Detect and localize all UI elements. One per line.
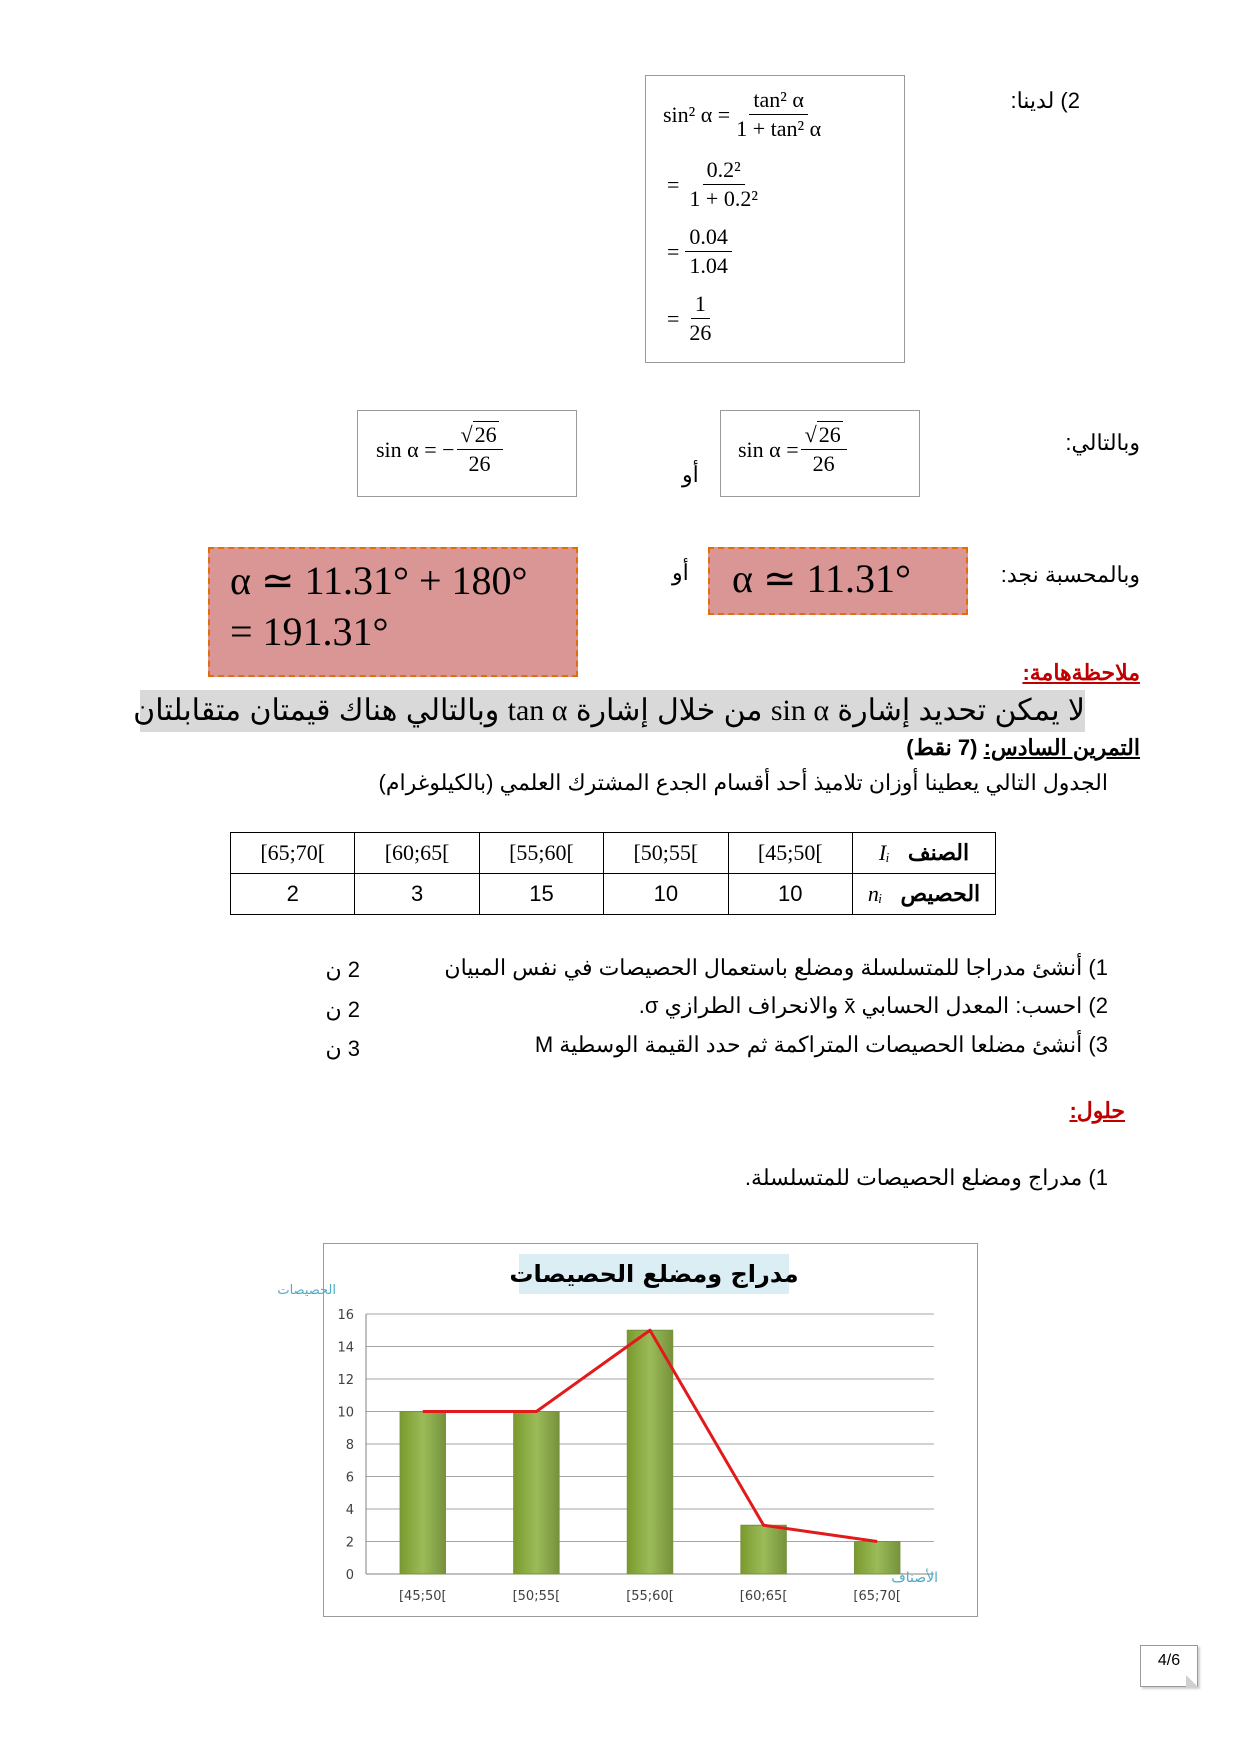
frac-num: 0.04 <box>685 225 732 252</box>
alpha-result-box <box>708 547 968 615</box>
question-3 <box>480 1032 1108 1058</box>
question-text: أنشئ مدراجا للمتسلسلة ومضلع باستعمال الحصيصات في نفس المبيان <box>444 955 1083 980</box>
table-row-classes <box>231 833 996 874</box>
frac-den: 26 <box>689 320 712 346</box>
frac-den: 26 <box>468 451 491 477</box>
solutions-title: حلول: <box>1069 1098 1125 1123</box>
note-sin: sin α <box>770 694 830 727</box>
frac-den: 1 + 0.2² <box>689 186 758 212</box>
histogram-bar <box>400 1412 445 1575</box>
row-header-symbol: nᵢ <box>867 881 883 906</box>
y-tick-label: 4 <box>345 1503 354 1518</box>
derivation-row-4 <box>663 292 717 345</box>
y-tick-label: 14 <box>337 1340 354 1356</box>
note-text <box>133 690 1085 732</box>
question-2-points: 2 ن <box>325 997 360 1022</box>
histogram-bar <box>627 1330 672 1574</box>
frac-den: 1 + tan² α <box>736 116 822 142</box>
question-number: 1) <box>1088 955 1108 980</box>
derivation-row-3 <box>663 225 734 278</box>
equals: = <box>667 305 680 331</box>
table-cell: 3 <box>355 874 479 915</box>
frac-den: 1.04 <box>689 253 728 279</box>
sin-lhs: sin α = − <box>376 436 455 462</box>
frac-den: 26 <box>812 451 835 477</box>
table-cell: 15 <box>479 874 603 915</box>
y-axis-label: الحصيصات <box>277 1283 336 1298</box>
y-tick-label: 0 <box>345 1568 354 1583</box>
alpha-alt-box <box>208 547 578 677</box>
frequency-table <box>230 832 996 915</box>
histogram-bar <box>514 1412 559 1575</box>
row-header-label: الحصيص <box>900 881 981 906</box>
y-tick-label: 12 <box>337 1373 354 1388</box>
y-tick-label: 10 <box>337 1405 354 1421</box>
note-title: ملاحظةهامة: <box>1022 660 1140 685</box>
table-cell: 10 <box>728 874 852 915</box>
table-cell: [65;70[ <box>231 833 355 874</box>
solution-item-1 <box>600 1165 1108 1191</box>
question-text: احسب: المعدل الحسابي x̄ والانحراف الطرازي σ. <box>638 993 1083 1018</box>
row-header-label: الصنف <box>907 840 970 865</box>
equals: = <box>667 238 680 264</box>
y-tick-label: 16 <box>337 1308 354 1323</box>
y-tick-label: 6 <box>345 1470 354 1486</box>
or-word-2: أو <box>672 560 689 585</box>
question-2 <box>520 993 1108 1019</box>
sin-lhs: sin α = <box>738 436 799 462</box>
note-part-b: من خلال إشارة <box>575 694 763 727</box>
sqrt-arg: 26 <box>818 422 841 447</box>
derivation-row-1 <box>663 88 827 141</box>
exercise-intro: الجدول التالي يعطينا أوزان تلاميذ أحد أقسام الجدع المشترك العلمي (بالكيلوغرام) <box>378 770 1108 795</box>
question-1-points: 2 ن <box>325 957 360 982</box>
table-row-header <box>853 874 996 915</box>
question-3-points: 3 ن <box>325 1036 360 1061</box>
frac-num: tan² α <box>749 88 808 115</box>
chart-frame <box>277 1243 978 1617</box>
table-cell: 2 <box>231 874 355 915</box>
or-word-1: أو <box>682 462 699 487</box>
page-curl-icon <box>1186 1675 1198 1687</box>
sqrt-symbol: √ <box>460 422 473 447</box>
question-number: 2) <box>1088 993 1108 1018</box>
x-tick-label: [55;60[ <box>626 1589 674 1604</box>
histogram-bar <box>741 1525 786 1574</box>
table-cell: [50;55[ <box>604 833 728 874</box>
frac-num: 1 <box>691 292 710 319</box>
solution-text: مدراج ومضلع الحصيصات للمتسلسلة. <box>744 1165 1083 1190</box>
table-cell: [60;65[ <box>355 833 479 874</box>
alpha-value: α ≃ 11.31° <box>732 556 911 601</box>
x-tick-label: [65;70[ <box>853 1589 902 1604</box>
table-row-header <box>853 833 996 874</box>
row-header-symbol: Iᵢ <box>878 840 890 865</box>
q2-number: 2) <box>1060 88 1080 113</box>
alpha-alt-line-2: = 191.31° <box>230 609 389 654</box>
frac-num: 0.2² <box>703 158 745 185</box>
sqrt-arg: 26 <box>474 422 497 447</box>
table-cell: 10 <box>604 874 728 915</box>
sin-negative <box>376 423 505 476</box>
table-cell: [45;50[ <box>728 833 852 874</box>
alpha-alt-line-1: α ≃ 11.31° + 180° <box>230 558 528 603</box>
therefore-label: وبالتالي: <box>1065 430 1140 455</box>
question-text: أنشئ مضلعا الحصيصات المتراكمة ثم حدد القيمة الوسطية M <box>534 1032 1083 1057</box>
page-number: 4/6 <box>1157 1652 1181 1669</box>
question-1 <box>420 955 1108 981</box>
x-tick-label: [50;55[ <box>512 1589 561 1604</box>
x-tick-label: [60;65[ <box>739 1589 788 1604</box>
q2-label <box>970 88 1080 114</box>
sqrt-symbol: √ <box>804 422 817 447</box>
q2-lead: لدينا: <box>1010 88 1055 113</box>
chart-title: مدراج ومضلع الحصيصات <box>509 1260 799 1288</box>
page-number-box <box>1140 1645 1198 1687</box>
y-tick-label: 2 <box>345 1535 354 1551</box>
exercise-title: التمرين السادس: <box>983 735 1140 760</box>
sin-positive <box>738 423 849 476</box>
question-number: 3) <box>1088 1032 1108 1057</box>
calc-label: وبالمحسبة نجد: <box>1000 562 1140 587</box>
sin2-lhs: sin² α = <box>663 101 731 127</box>
solution-number: 1) <box>1088 1165 1108 1190</box>
exercise-points: (7 نقط) <box>906 735 978 760</box>
table-row-counts <box>231 874 996 915</box>
equals: = <box>667 171 680 197</box>
table-cell: [55;60[ <box>479 833 603 874</box>
y-tick-label: 8 <box>345 1438 354 1453</box>
exercise-heading <box>800 735 1140 761</box>
x-tick-label: [45;50[ <box>398 1589 447 1604</box>
note-part-a: لا يمكن تحديد إشارة <box>837 694 1085 727</box>
x-axis-label: الأصناف <box>891 1570 938 1586</box>
histogram-chart <box>277 1244 977 1616</box>
note-tan: tan α <box>507 694 568 727</box>
note-part-c: وبالتالي هناك قيمتان متقابلتان <box>133 694 500 727</box>
derivation-row-2 <box>663 158 764 211</box>
